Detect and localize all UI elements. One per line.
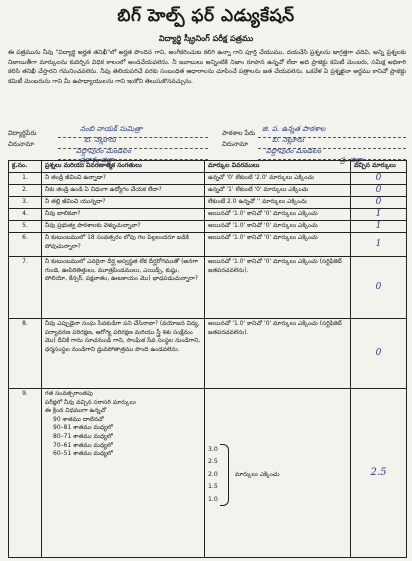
- header-serial: క్ర.సం.: [9, 161, 42, 173]
- school-name-value: జి. ప. ఉన్నత పాఠశాల: [262, 124, 326, 133]
- table-row: 1. నీ తండ్రి జీవించి ఉన్నాడా? ఉన్నచో '0' లేకుంటే '2.0' మార్కులు ఎక్కించు 0: [9, 173, 407, 185]
- marks-rule: ఉన్నచో '0' లేకుంటే '2.0' మార్కులు ఎక్కించు: [205, 173, 351, 185]
- form-subtitle: విద్యార్థి స్క్రీనింగ్ పరీక్ష పత్రము: [158, 34, 254, 43]
- form-title: బిగ్ హెల్ప్ ఫర్ ఎడ్యుకేషన్: [117, 6, 295, 26]
- scale-values: 3.0 2.5 2.0 1.5 1.0: [208, 445, 218, 503]
- marks-rule: అయినచో '1.0' కానిచో '0' మార్కులు ఎక్కించు (సర్టిఫికెట్ జతపరచవలెను).: [205, 257, 351, 319]
- table-row: 6. నీ కుటుంబములో 18 సంవత్సరం లోపు గల పిల్లలందరూ బడికి పోవుచున్నారా? అయినచో '1.0' కానిచో '0' మార్కులు ఎక్కించు 1: [9, 233, 407, 257]
- question-text: నీవు బాలికవా?: [42, 209, 205, 221]
- student-name-value: నంబి నాయక్ సుమిత్రా: [80, 124, 143, 133]
- table-row: 9. గత సంవత్సరాంతపు పరీక్షలో నీవు వచ్చిన సరాసరి మార్కులు ఈ క్రింద విధముగా ఉన్నచో 90 శాతము దాటినచో 90–81 శాతము మధ్యలో 80–71 శాతము మధ్యలో 70–61 శాతము మధ్యలో 60–51 శాతము మధ్యలో 3.0 2.5 2.0 1.5 1.0 మార్కులు ఎక్కించు 2.5: [9, 389, 407, 558]
- question-text: నీ తల్లి జీవించి యున్నదా?: [42, 197, 205, 209]
- table-row: 5. నీవు ప్రభుత్వ పాఠశాలకు వెళ్ళుచున్నావా? అయినచో '1.0' కానిచో '0' మార్కులు ఎక్కించు 1: [9, 221, 407, 233]
- marks-rule: అయినచో '1.0' కానిచో '0' మార్కులు ఎక్కించు: [205, 209, 351, 221]
- question-text-grades: గత సంవత్సరాంతపు పరీక్షలో నీవు వచ్చిన సరాసరి మార్కులు ఈ క్రింద విధముగా ఉన్నచో 90 శాతము దాటినచో 90–81 శాతము మధ్యలో 80–71 శాతము మధ్యలో 70–61 శాతము మధ్యలో 60–51 శాతము మధ్యలో: [42, 389, 205, 558]
- score-value: 2.5: [351, 389, 407, 558]
- question-text: నీ తండ్రి జీవించి ఉన్నాడా?: [42, 173, 205, 185]
- table-row: 2. నీకు తండ్రి ఉండి ఏ విధంగా ఉద్యోగం చేయక లేదా? ఉన్నచో '1' లేకుంటే '0' మార్కులు ఎక్కించు 0: [9, 185, 407, 197]
- school-name-label: పాఠశాల పేరు: [222, 129, 256, 137]
- header-marks-details: మార్కుల వివరములు: [205, 161, 351, 173]
- table-header-row: [9, 161, 407, 173]
- school-address-value-1: బి. నెల్లూరు: [272, 135, 304, 144]
- student-address-value-3: ప్రకాశం జిల్లా: [80, 155, 114, 164]
- score-value: 0: [351, 319, 407, 389]
- table-row: 4. నీవు బాలికవా? అయినచో '1.0' కానిచో '0' మార్కులు ఎక్కించు 1: [9, 209, 407, 221]
- table-row: 3. నీ తల్లి జీవించి యున్నదా? లేకుంటే 2.0 ఉన్నచో '' మార్కులు ఎక్కించు 0: [9, 197, 407, 209]
- header-question: ప్రశ్నలు మరియు వివరణాత్మక సంగతులు: [42, 161, 205, 173]
- question-text: నీ కుటుంబములో 18 సంవత్సరం లోపు గల పిల్లలందరూ బడికి పోవుచున్నారా?: [42, 233, 205, 257]
- score-value: 1: [351, 221, 407, 233]
- student-address-label: చిరునామా: [8, 140, 35, 148]
- student-name-label: విద్యార్థిపేరు: [8, 129, 37, 137]
- score-value: 1: [351, 233, 407, 257]
- marks-rule: అయినచో '1.0' కానిచో '0' మార్కులు ఎక్కించు: [205, 233, 351, 257]
- marks-rule: మార్కులు ఎక్కించు: [234, 470, 280, 478]
- question-text: నీ కుటుంబములో ఎవరైనా దీర్ఘ అస్వస్థత లేక దీర్ఘరోగముతో (అనగా గుండె, ఊపిరితిత్తులు, మూత్రపిండములు, ఎయిడ్స్, కుష్ఠు, పోలియో, కేన్సర్, పక్షవాతం, ఊబకాయం మొ) భాధపడుచున్నారా?: [42, 257, 205, 319]
- score-value: 1: [351, 209, 407, 221]
- marks-rule: ఉన్నచో '1' లేకుంటే '0' మార్కులు ఎక్కించు: [205, 185, 351, 197]
- marks-scale: [205, 389, 351, 558]
- marks-rule: అయినచో '1.0' కానిచో '0' మార్కులు ఎక్కించు: [205, 221, 351, 233]
- question-text: నీవు ఎప్పుడైనా సంఘ సేవకుడిగా పని చేసినావా? (వయోజన విద్య, పర్యావరణ పరిరక్షణ, ఆరోగ్య పరిరక్షణ మరియు స్త్రీ శిశు సంక్షేమం మొ) దీనికి గాను సూచనుండి గాని, సాంఘిక సేవ సంస్థల నుండిగాని, ధర్మసంస్థల నుండిగాని ధ్రువపోతాత్రము పొంది ఉండవలెను.: [42, 319, 205, 389]
- student-address-value-1: బి. నెల్లూరు: [84, 135, 116, 144]
- brace-icon: [220, 444, 229, 506]
- score-value: 0: [351, 197, 407, 209]
- school-address-value-3: ప్ర. జిల్లా: [340, 155, 363, 164]
- score-value: 0: [351, 173, 407, 185]
- screening-table: [8, 160, 407, 558]
- score-value: 0: [351, 185, 407, 197]
- form-instructions: ఈ పత్రమును నీవు "విద్యార్థి అర్హత తనిఖీ"లో అర్హత పొందిన గాని, అంగీకరించుట కలిగి ఉన్నా గాని పూర్తి చేయుము, దయచేసి ప్రశ్నలను జాగ్రత్తగా చదివి, అన్ని ప్రశ్నలకు నిజాయితీగా మార్కులను కుదిర్చిన విధిక కాలంలో అందచేయవలెను. నీ జవాబులు అన్నింటికి నిజాం రూపాన ఉన్నచో లేదా అది ప్రాజెక్టు కమిటీ మెంబరు, సమీక్ష అధికారి కలిసి తనిఖీ చేస్తారని గమనించవలెను. నీవు తెలియపరిచే వరకు సంబంధిత ఆధారాలను చూపించే పత్రాలను జత చేయవలెను. ఒకవేళ ఏ ప్రశ్నఖైనా అర్థము కానిచో ప్రాజెక్టు కమిటీ మెంబరును గాని మీ ఉపాధ్యాయులను గాని ఇంకోని తెలుసుకొనవచ్చును.: [8, 49, 406, 85]
- header-marks-obtained: వచ్చిన మార్కులు: [351, 161, 407, 173]
- marks-rule: లేకుంటే 2.0 ఉన్నచో '' మార్కులు ఎక్కించు: [205, 197, 351, 209]
- school-address-value-2: పెద్దాపురం మండలం: [266, 146, 322, 155]
- question-text: నీవు ప్రభుత్వ పాఠశాలకు వెళ్ళుచున్నావా?: [42, 221, 205, 233]
- question-text: నీకు తండ్రి ఉండి ఏ విధంగా ఉద్యోగం చేయక లేదా?: [42, 185, 205, 197]
- marks-rule: అయినచో '1.0' కానిచో '0' మార్కులు ఎక్కించు (సర్టిఫికెట్ జతపరచవలెను).: [205, 319, 351, 389]
- table-row: 8. నీవు ఎప్పుడైనా సంఘ సేవకుడిగా పని చేసినావా? (వయోజన విద్య, పర్యావరణ పరిరక్షణ, ఆరోగ్య పరిరక్షణ మరియు స్త్రీ శిశు సంక్షేమం మొ) దీనికి గాను సూచనుండి గాని, సాంఘిక సేవ సంస్థల నుండిగాని, ధర్మసంస్థల నుండిగాని ధ్రువపోతాత్రము పొంది ఉండవలెను. అయినచో '1.0' కానిచో '0' మార్కులు ఎక్కించు (సర్టిఫికెట్ జతపరచవలెను). 0: [9, 319, 407, 389]
- table-row: 7. నీ కుటుంబములో ఎవరైనా దీర్ఘ అస్వస్థత లేక దీర్ఘరోగముతో (అనగా గుండె, ఊపిరితిత్తులు, మూత్రపిండములు, ఎయిడ్స్, కుష్ఠు, పోలియో, కేన్సర్, పక్షవాతం, ఊబకాయం మొ) భాధపడుచున్నారా? అయినచో '1.0' కానిచో '0' మార్కులు ఎక్కించు (సర్టిఫికెట్ జతపరచవలెను). 0: [9, 257, 407, 319]
- school-address-label: చిరునామా: [222, 140, 249, 148]
- student-address-value-2: పెద్దాపురం మండలం: [76, 146, 132, 155]
- score-value: 0: [351, 257, 407, 319]
